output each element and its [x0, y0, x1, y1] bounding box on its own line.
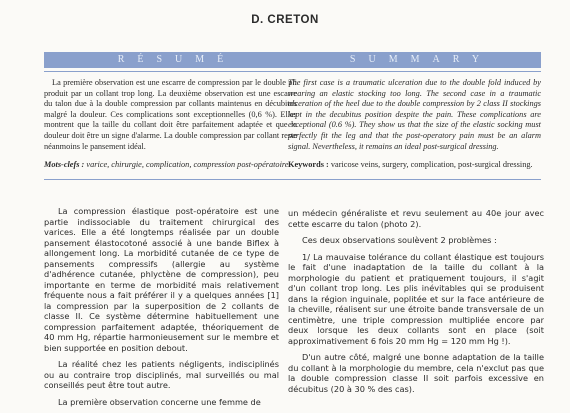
- summary-banner: SUMMARY: [288, 52, 541, 68]
- body-paragraph: un médecin généraliste et revu seulement au 40e jour avec cette escarre du talon (photo 2).: [288, 208, 544, 229]
- resume-paragraph: La première observation est une escarre de compression par le double pli produit par un collant trop long. La deuxième observation est une escarre du talon due à la double compression par collants maintenus en décubitus malgré la douleur. Ces complications sont exceptionnelles (0,6 %). Elles montrent que la taille du collant doit être parfaitement adaptée et que la douleur doit être un signe d'alarme. La double compression par collant reste néanmoins le pansement idéal.: [44, 78, 297, 151]
- summary-bottom-rule: [288, 179, 541, 180]
- summary-rule: [288, 71, 541, 72]
- resume-keywords-label: Mots-clefs :: [44, 160, 85, 170]
- summary-keywords: [288, 160, 541, 171]
- body-paragraph: La réalité chez les patients négligents, indisciplinés ou au contraire trop disciplinés, mal surveillés ou mal conseillés peut être tout autre.: [44, 359, 279, 390]
- body-right-column: [288, 208, 544, 400]
- resume-banner: RÉSUMÉ: [44, 52, 297, 68]
- summary-paragraph: The first case is a traumatic ulceration due to the double fold induced by wearing an elastic stocking too long. The second case in a traumatic ulceration of the heel due to the double compression by 2 class II stockings kept in the decubitus position despite the pain. These complications are exceptional (0.6 %). They show us that the size of the elastic socking must perfectly fit the leg and that the post-operatory pain must be an alarm signal. Nevertheless, it remains an ideal post-surgical dressing.: [288, 78, 541, 151]
- summary-keywords-text: varicose veins, surgery, complication, post-surgical dressing.: [330, 160, 533, 170]
- body-left-column: [44, 206, 279, 413]
- body-paragraph: La compression élastique post-opératoire est une partie indissociable du traitement chirurgical des varices. Elle a été longtemps réalisée par un double pansement élastocotoné associé à une bande Biflex à allongement long. La morbidité cutanée de ce type de pansements compressifs (allergie au système d'adhérence cutanée, phlyctène de compression), peu importante en terme de morbidité mais relativement fréquente nous a fait préférer il y a quelques années [1] la compression par la superposition de 2 collants de classe II. Ce système détermine habituellement une compression parfaitement adaptée, théoriquement de 40 mm Hg, répartie harmonieusement sur le membre et bien supportée en position debout.: [44, 206, 279, 353]
- resume-keywords: [44, 160, 297, 171]
- resume-section: [44, 52, 297, 180]
- body-paragraph: La première observation concerne une femme de: [58, 396, 261, 407]
- resume-keywords-text: varice, chirurgie, complication, compression post-opératoire.: [86, 160, 291, 170]
- body-paragraph: D'un autre côté, malgré une bonne adaptation de la taille du collant à la morphologie du membre, cela n'exclut pas que la double compression classe II soit parfois excessive en décubitus (20 à 30 % des cas).: [288, 352, 544, 394]
- body-paragraph: 1/ La mauvaise tolérance du collant élastique est toujours le fait d'une inadaptation de la taille du collant à la morphologie du patient et pratiquement toujours, il s'agit d'un collant trop long. Les plis inévitables qui se produisent dans la région inguinale, poplitée et sur la face antérieure de la cheville, réalisent sur une étroite bande transversale de un centimètre, une triple compression multipliée encore par deux lorsque les deux collants sont en place (soit approximativement 6 fois 20 mm Hg = 120 mm Hg !).: [288, 251, 544, 346]
- resume-bottom-rule: [44, 179, 297, 180]
- resume-rule: [44, 71, 297, 72]
- body-paragraph: Ces deux observations soulèvent 2 problèmes :: [302, 235, 497, 245]
- summary-section: [288, 52, 541, 180]
- author-name: D. CRETON: [251, 14, 319, 26]
- summary-keywords-label: Keywords :: [288, 160, 329, 170]
